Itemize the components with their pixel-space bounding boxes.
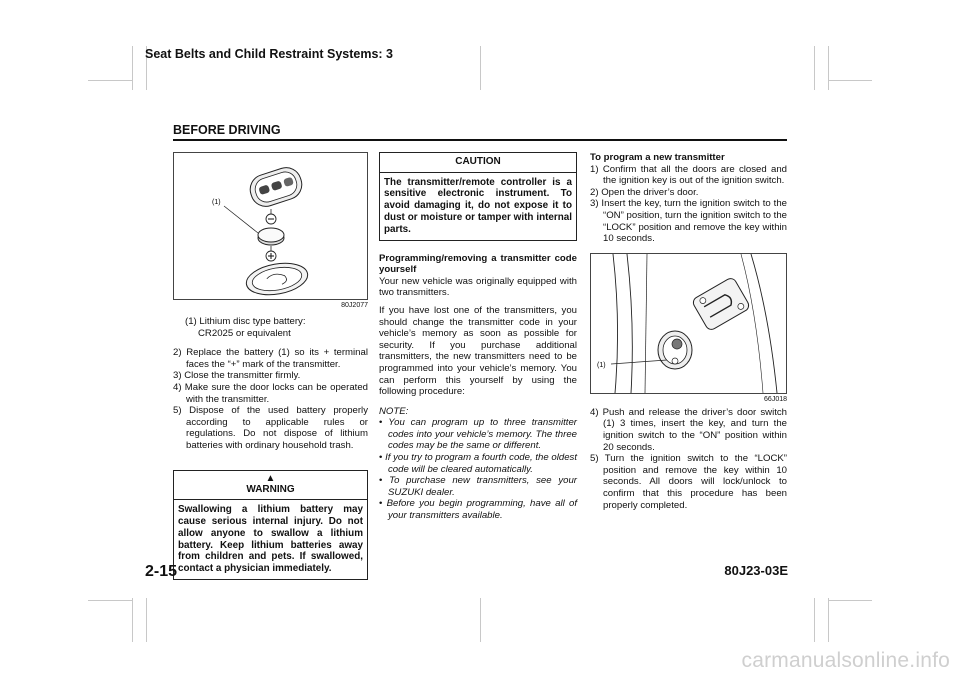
crop-mark bbox=[828, 598, 829, 642]
program-steps-a bbox=[590, 164, 787, 245]
step-item: 1) Confirm that all the doors are closed and the ignition key is out of the ignition switch. bbox=[590, 163, 787, 187]
program-steps-b bbox=[590, 407, 787, 511]
warning-header bbox=[174, 471, 367, 501]
page-number: 2-15 bbox=[145, 563, 178, 580]
column-left bbox=[173, 152, 368, 580]
crop-mark bbox=[132, 598, 133, 642]
warning-icon: ▲ bbox=[265, 472, 276, 484]
warning-title: WARNING bbox=[246, 483, 295, 495]
note-list bbox=[379, 417, 577, 521]
step-item: 4) Push and release the driver’s door switch (1) 3 times, insert the key, and turn the ignition switch to the “ON” position within 20 seconds. bbox=[590, 406, 787, 453]
note-item: • Before you begin programming, have all of your transmitters available. bbox=[379, 498, 577, 521]
column-right bbox=[590, 152, 787, 511]
crop-mark bbox=[132, 46, 133, 90]
crop-mark bbox=[828, 46, 829, 90]
caution-box bbox=[379, 152, 577, 241]
header-rule bbox=[173, 139, 787, 141]
paragraph: Your new vehicle was originally equipped with two transmitters. bbox=[379, 275, 577, 299]
battery-caption-text: (1) Lithium disc type battery: bbox=[185, 316, 306, 327]
warning-text: Swallowing a lithium battery may cause serious internal injury. Do not allow anyone to swallow a lithium battery. Keep lithium batteries away from children and pets. If swallowed, contact a physician immediately. bbox=[178, 504, 363, 575]
warning-box bbox=[173, 470, 368, 580]
program-heading: To program a new transmitter bbox=[590, 152, 725, 163]
transmitter-battery-illustration bbox=[174, 153, 367, 299]
crop-mark bbox=[480, 598, 481, 642]
crop-mark bbox=[480, 46, 481, 90]
crop-mark bbox=[828, 80, 872, 81]
step-item: 5) Dispose of the used battery properly according to applicable rules or regulations. Do not dispose of lithium batteries with ordinary household trash. bbox=[173, 405, 368, 451]
crop-mark bbox=[146, 598, 147, 642]
step-item: 2) Replace the battery (1) so its + terminal faces the “+” mark of the transmitter. bbox=[173, 347, 368, 370]
crop-mark bbox=[814, 598, 815, 642]
step-item: 5) Turn the ignition switch to the “LOCK” position and remove the key within 10 seconds. All doors will lock/unlock to confirm that this procedure has been properly completed. bbox=[590, 453, 787, 511]
crop-mark bbox=[88, 600, 132, 601]
door-switch-figure bbox=[590, 253, 787, 394]
figure-callout: (1) bbox=[212, 199, 221, 206]
step-item: 4) Make sure the door locks can be operated with the transmitter. bbox=[173, 381, 368, 405]
column-middle bbox=[379, 152, 577, 522]
note-item: • To purchase new transmitters, see your SUZUKI dealer. bbox=[379, 475, 577, 498]
note-item: • If you try to program a fourth code, the oldest code will be cleared automatically. bbox=[379, 452, 577, 475]
step-item: 2) Open the driver’s door. bbox=[590, 186, 699, 198]
chapter-title: Seat Belts and Child Restraint Systems: 3 bbox=[145, 47, 393, 61]
crop-mark bbox=[88, 80, 132, 81]
note-label: NOTE: bbox=[379, 405, 409, 417]
watermark: carmanualsonline.info bbox=[741, 649, 950, 672]
crop-mark bbox=[814, 46, 815, 90]
document-code: 80J23-03E bbox=[724, 563, 788, 578]
paragraph: If you have lost one of the transmitters, you should change the transmitter code in your vehicle’s memory as soon as possible for security. If you purchase additional transmitters, the new transmitters need to be programmed into your vehicle’s memory. You can perform this yourself by using the following procedure: bbox=[379, 304, 577, 398]
note-block bbox=[379, 406, 577, 522]
section-title: BEFORE DRIVING bbox=[173, 123, 281, 137]
transmitter-battery-figure bbox=[173, 152, 368, 300]
programming-heading: Programming/removing a transmitter code yourself bbox=[379, 252, 577, 276]
crop-mark bbox=[828, 600, 872, 601]
step-item: 3) Insert the key, turn the ignition switch to the “ON” position, turn the ignition switch to the “LOCK” position and remove the key within 10 seconds. bbox=[590, 198, 787, 245]
caution-title: CAUTION bbox=[380, 153, 576, 173]
figure-callout: (1) bbox=[597, 361, 606, 369]
battery-caption-sub: CR2025 or equivalent bbox=[198, 327, 291, 339]
figure-code: 80J2077 bbox=[341, 302, 368, 309]
battery-caption bbox=[185, 316, 368, 339]
note-item: • You can program up to three transmitter codes into your vehicle’s memory. The three codes may be the same or different. bbox=[379, 417, 577, 452]
caution-text: The transmitter/remote controller is a sensitive electronic instrument. To avoid damaging it, do not expose it to dust or moisture or tamper with internal parts. bbox=[384, 176, 572, 235]
step-item: 3) Close the transmitter firmly. bbox=[173, 370, 301, 382]
figure-code: 66J018 bbox=[764, 395, 787, 403]
door-switch-illustration bbox=[591, 254, 786, 393]
battery-steps bbox=[173, 347, 368, 451]
